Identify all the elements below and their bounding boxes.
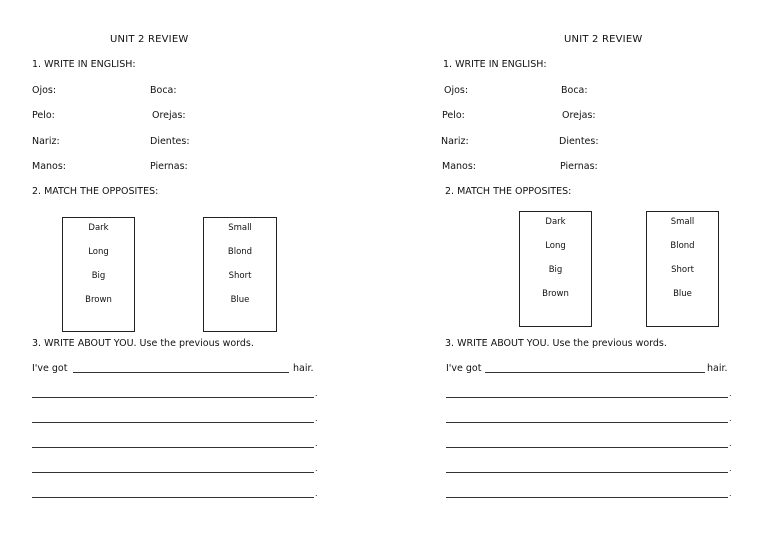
worksheet-title: UNIT 2 REVIEW xyxy=(110,34,189,45)
answer-line-5 xyxy=(446,497,728,498)
line-dot-5: . xyxy=(315,489,318,498)
word-small: Small xyxy=(228,223,252,233)
section1-heading: 1. WRITE IN ENGLISH: xyxy=(32,59,136,70)
answer-line-2 xyxy=(446,422,728,423)
section1-heading: 1. WRITE IN ENGLISH: xyxy=(443,59,547,70)
word-nariz: Nariz: xyxy=(32,136,60,147)
word-small: Small xyxy=(670,217,695,227)
word-nariz: Nariz: xyxy=(441,136,469,147)
sentence-end: hair. xyxy=(293,363,314,374)
word-pelo: Pelo: xyxy=(442,110,465,121)
word-piernas: Piernas: xyxy=(560,161,598,172)
answer-line-1 xyxy=(446,397,728,398)
line-dot-4: . xyxy=(729,464,732,473)
word-manos: Manos: xyxy=(32,161,67,172)
worksheet-right xyxy=(384,0,768,543)
worksheet-title: UNIT 2 REVIEW xyxy=(564,34,643,45)
section3-heading: 3. WRITE ABOUT YOU. Use the previous words. xyxy=(445,338,667,349)
word-big: Big xyxy=(91,271,106,281)
word-piernas: Piernas: xyxy=(150,161,188,172)
word-long: Long xyxy=(545,241,566,251)
word-boca: Boca: xyxy=(561,85,588,96)
line-dot-1: . xyxy=(315,389,318,398)
section2-heading: 2. MATCH THE OPPOSITES: xyxy=(445,186,572,197)
sentence-end: hair. xyxy=(707,363,728,374)
sentence-start: I've got xyxy=(32,363,68,374)
word-long: Long xyxy=(88,247,109,257)
sentence-start: I've got xyxy=(446,363,482,374)
line-dot-3: . xyxy=(315,439,318,448)
opposites-box-left xyxy=(519,211,592,327)
section2-heading: 2. MATCH THE OPPOSITES: xyxy=(32,186,159,197)
word-orejas: Orejas: xyxy=(562,110,596,121)
word-orejas: Orejas: xyxy=(152,110,186,121)
word-manos: Manos: xyxy=(442,161,477,172)
word-brown: Brown xyxy=(542,289,569,299)
opposites-box-right xyxy=(203,217,277,332)
answer-line-4 xyxy=(446,472,728,473)
word-blue: Blue xyxy=(673,289,692,299)
line-dot-1: . xyxy=(729,389,732,398)
answer-line-3 xyxy=(32,447,314,448)
opposites-box-left xyxy=(62,217,135,332)
word-blond: Blond xyxy=(670,241,695,251)
line-dot-3: . xyxy=(729,439,732,448)
answer-line-3 xyxy=(446,447,728,448)
word-brown: Brown xyxy=(85,295,112,305)
line-dot-2: . xyxy=(315,414,318,423)
answer-line-2 xyxy=(32,422,314,423)
answer-line-4 xyxy=(32,472,314,473)
word-dientes: Dientes: xyxy=(150,136,190,147)
word-big: Big xyxy=(548,265,563,275)
line-dot-2: . xyxy=(729,414,732,423)
answer-line-5 xyxy=(32,497,314,498)
word-dark: Dark xyxy=(545,217,566,227)
word-short: Short xyxy=(671,265,694,275)
line-dot-5: . xyxy=(729,489,732,498)
word-ojos: Ojos: xyxy=(444,85,469,96)
word-dark: Dark xyxy=(88,223,109,233)
answer-line-1 xyxy=(32,397,314,398)
line-dot-4: . xyxy=(315,464,318,473)
word-short: Short xyxy=(228,271,252,281)
section3-heading: 3. WRITE ABOUT YOU. Use the previous words. xyxy=(32,338,254,349)
word-ojos: Ojos: xyxy=(32,85,57,96)
word-boca: Boca: xyxy=(150,85,177,96)
opposites-box-right xyxy=(646,211,719,327)
word-dientes: Dientes: xyxy=(559,136,599,147)
word-blue: Blue xyxy=(230,295,250,305)
answer-line-hair xyxy=(73,372,289,373)
word-blond: Blond xyxy=(227,247,253,257)
answer-line-hair xyxy=(485,372,705,373)
word-pelo: Pelo: xyxy=(32,110,55,121)
